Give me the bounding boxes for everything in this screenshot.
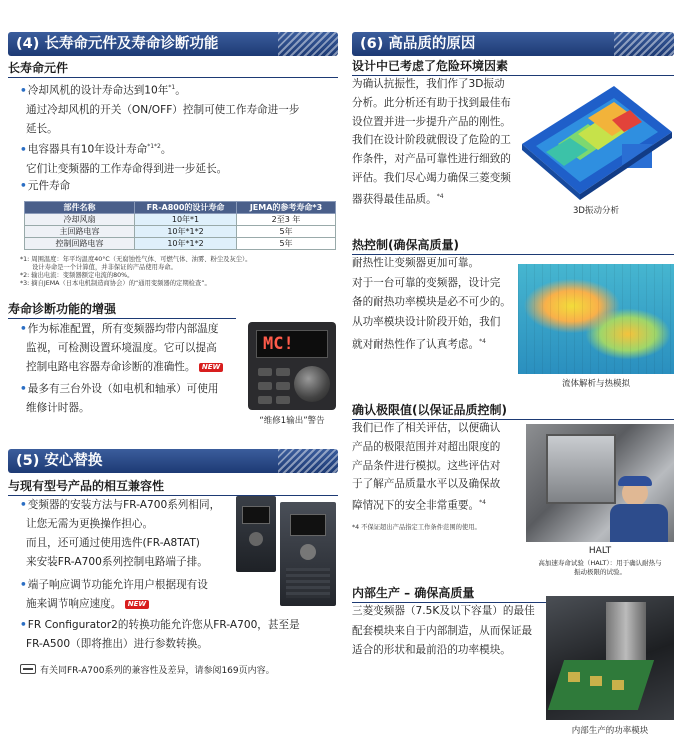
table-header: JEMA的参考寿命*3 xyxy=(237,202,336,214)
bullet-dot: • xyxy=(20,84,27,97)
footnotes xyxy=(20,256,338,288)
table-cell: 主回路电容 xyxy=(25,226,135,238)
text-line: 我们已作了相关评估，以便确认 xyxy=(352,422,501,434)
bullet-configurator xyxy=(20,616,338,654)
table-header-row xyxy=(25,202,336,214)
text-line: 器获得最佳品质。 xyxy=(352,193,437,206)
power-module-image xyxy=(546,596,674,720)
bullet-fan-life xyxy=(20,78,338,139)
module-chip-icon xyxy=(612,680,624,690)
limit-paragraph xyxy=(352,419,522,516)
text-line: 配套模块来自于内部制造，从而保证最 xyxy=(352,624,533,637)
bullet-dot: • xyxy=(20,143,27,156)
text-line: 最多有三台外设（如电机和轴承）可使用 xyxy=(27,383,219,395)
text-line: 设位置并进一步提升产品的刚性。 xyxy=(352,115,511,128)
text-line: FR-A500（即将推出）进行参数转换。 xyxy=(26,638,208,650)
text-line: 就对耐热性作了认真考虑。 xyxy=(352,338,480,351)
heat-paragraph xyxy=(352,254,522,355)
vibration-3d-graphic xyxy=(518,74,674,202)
text-line: FR Configurator2的转换功能允许您从FR-A700，甚至是 xyxy=(27,619,300,631)
text-line: 它们让变频器的工作寿命得到进一步延长。 xyxy=(26,162,228,175)
text-line: 。 xyxy=(175,84,186,97)
pointing-hand-icon xyxy=(20,664,36,674)
operation-panel-image xyxy=(248,322,336,410)
text-line: 而且，还可通过使用选件(FR-A8TAT) xyxy=(26,537,200,549)
vibration-caption: 3D振动分析 xyxy=(573,206,619,216)
module-chip-icon xyxy=(568,672,580,682)
text-line: 监视，可检测设置环境温度。它可以提高 xyxy=(26,342,217,354)
thermal-simulation-image xyxy=(518,264,674,374)
diagnosis-subheading: 寿命诊断功能的增强 xyxy=(8,300,236,319)
footnote: 设计寿命是一个计算值，并非保证的产品使用寿命。 xyxy=(32,264,177,271)
new-badge: NEW xyxy=(125,600,149,609)
section5-banner xyxy=(8,449,338,473)
reference-note xyxy=(20,662,338,681)
footnote: *3: 摘自JEMA（日本电机制造商协会）的“通用变频器的定期检查”。 xyxy=(20,280,211,287)
bullet-mounting xyxy=(20,496,235,572)
machine-arm-icon xyxy=(606,602,646,660)
heat-grid xyxy=(518,264,674,374)
component-life-table xyxy=(24,201,336,250)
footnote-ref: *4 xyxy=(436,192,444,200)
footnote-ref: *1*2 xyxy=(147,143,161,150)
text-line: 分析。此分析还有助于找到最佳布 xyxy=(352,96,511,109)
banner-hatch xyxy=(278,449,338,473)
text-line: 产品条件进行模拟。这些评估对 xyxy=(352,459,501,472)
text-line: 障情况下的安全非常重要。 xyxy=(352,499,480,512)
banner-hatch xyxy=(278,32,338,56)
text-line: 冷却风机的设计寿命达到10年 xyxy=(27,84,169,97)
section6-banner xyxy=(352,32,674,56)
panel-caption: “维修1输出”警告 xyxy=(259,416,325,426)
panel-button-icon xyxy=(276,382,290,390)
reference-text: 有关同FR-A700系列的兼容性及差异，请参阅169页内容。 xyxy=(40,666,275,676)
text-line: 来安装FR-A700系列控制电路端子排。 xyxy=(26,556,208,568)
section4-title: (4) 长寿命元件及寿命诊断功能 xyxy=(16,36,219,52)
bullet-maintenance-timer xyxy=(20,380,240,418)
text-line: 让您无需为更换操作担心。 xyxy=(26,518,154,530)
table-cell: 冷却风扇 xyxy=(25,214,135,226)
table-header: 部件名称 xyxy=(25,202,135,214)
compatibility-subheading: 与现有型号产品的相互兼容性 xyxy=(8,477,338,496)
bullet-dot: • xyxy=(20,323,27,335)
panel-button-icon xyxy=(258,396,272,404)
test-chamber-icon xyxy=(546,434,616,504)
table-cell: 控制回路电容 xyxy=(25,238,135,250)
design-subheading: 设计中已考虑了危险环境因素 xyxy=(352,57,674,76)
table-row xyxy=(25,226,336,238)
footnote: *2: 输出电流：变频器额定电流的80%。 xyxy=(20,272,134,279)
long-life-subheading: 长寿命元件 xyxy=(8,59,338,78)
table-cell: 5年 xyxy=(237,226,336,238)
bullet-dot: • xyxy=(20,383,27,395)
inverter-vent-icon xyxy=(286,568,330,598)
module-chip-icon xyxy=(590,676,602,686)
text-line: 端子响应调节功能允许用户根据现有设 xyxy=(27,579,208,591)
text-line: 我们在设计阶段就假设了危险的工 xyxy=(352,134,511,147)
text-line: 电容器具有10年设计寿命 xyxy=(27,143,148,156)
banner-hatch xyxy=(614,32,674,56)
text-line: 从功率模块设计阶段开始，我们 xyxy=(352,315,501,328)
text-line: 元件寿命 xyxy=(27,180,71,192)
table-cell: 10年*1 xyxy=(135,214,237,226)
bullet-component-life xyxy=(20,177,70,196)
inverter-a700-image xyxy=(236,496,276,572)
footnote-4: *4 不保证超出产品指定工作条件范围的使用。 xyxy=(352,524,481,531)
inverter-a800-image xyxy=(280,502,336,606)
footnote-ref: *4 xyxy=(479,499,486,507)
text-line: 对于一台可靠的变频器，设计完 xyxy=(352,276,501,289)
table-cell: 10年*1*2 xyxy=(135,226,237,238)
text-line: 施来调节响应速度。 xyxy=(26,598,122,610)
heat-subheading: 热控制(确保高质量) xyxy=(352,236,674,255)
worker-cap-icon xyxy=(618,476,652,486)
text-line: 作条件，对产品可靠性进行细致的 xyxy=(352,153,511,166)
vibration-analysis-image xyxy=(518,74,674,202)
text-line: 三菱变频器（7.5K及以下容量）的最佳 xyxy=(352,605,535,617)
bullet-response xyxy=(20,576,235,614)
table-cell: 2至3 年 xyxy=(237,214,336,226)
table-cell: 5年 xyxy=(237,238,336,250)
thermal-caption: 流体解析与热模拟 xyxy=(561,379,630,389)
halt-caption: HALT xyxy=(588,546,612,556)
vibration-paragraph xyxy=(352,75,517,209)
module-caption: 内部生产的功率模块 xyxy=(571,726,649,736)
halt-test-image xyxy=(526,424,674,542)
dial-knob-icon xyxy=(294,366,330,402)
limit-subheading: 确认极限值(以保证品质控制) xyxy=(352,401,674,420)
text-line: 变频器的安装方法与FR-A700系列相同， xyxy=(27,499,221,511)
section5-title: (5) 安心替换 xyxy=(16,453,103,469)
footnote-ref: *1 xyxy=(168,84,176,91)
text-line: 控制电路电容器寿命诊断的准确性。 xyxy=(26,361,196,373)
text-line: 。 xyxy=(160,143,172,156)
inverter-knob-icon xyxy=(249,532,263,546)
bullet-dot: • xyxy=(20,180,27,192)
text-line: 适合的形状和最前沿的功率模块。 xyxy=(352,644,511,656)
text-line: 延长。 xyxy=(26,122,58,135)
panel-display: MC! xyxy=(256,330,328,358)
bullet-temp-monitor xyxy=(20,320,240,377)
worker-body-icon xyxy=(610,504,668,542)
table-row xyxy=(25,214,336,226)
inverter-knob-icon xyxy=(300,544,316,560)
section4-banner xyxy=(8,32,338,56)
panel-button-icon xyxy=(276,396,290,404)
halt-caption-detail2: 振动极限的试验。 xyxy=(574,568,626,576)
halt-caption-detail: 高加速寿命试验（HALT）：用于确认耐热与 xyxy=(538,559,662,567)
table-cell: 10年*1*2 xyxy=(135,238,237,250)
table-header: FR-A800的设计寿命 xyxy=(135,202,237,214)
bullet-capacitor-life xyxy=(20,137,338,179)
text-line: 备的耐热功率模块是必不可少的。 xyxy=(352,296,511,308)
table-row xyxy=(25,238,336,250)
inhouse-subheading: 内部生产 – 确保高质量 xyxy=(352,584,674,603)
panel-button-icon xyxy=(258,382,272,390)
bullet-dot: • xyxy=(20,579,27,591)
new-badge: NEW xyxy=(199,363,223,372)
text-line: 作为标准配置，所有变频器均带内部温度 xyxy=(27,323,219,335)
footnote-ref: *4 xyxy=(479,338,486,345)
text-line: 维修计时器。 xyxy=(26,402,90,414)
section6-title: (6) 高品质的原因 xyxy=(360,36,476,52)
inverter-display-icon xyxy=(290,514,326,536)
panel-button-icon xyxy=(276,368,290,376)
panel-button-icon xyxy=(258,368,272,376)
text-line: 耐热性让变频器更加可靠。 xyxy=(352,257,480,269)
bullet-dot: • xyxy=(20,499,27,511)
text-line: 为确认抗振性，我们作了3D振动 xyxy=(352,78,505,90)
bullet-dot: • xyxy=(20,619,27,631)
text-line: 评估。我们尽心竭力确保三菱变频 xyxy=(352,171,511,184)
text-line: 通过冷却风机的开关（ON/OFF）控制可使工作寿命进一步 xyxy=(26,103,300,116)
inhouse-paragraph xyxy=(352,602,542,661)
text-line: 于了解产品质量水平以及确保故 xyxy=(352,478,501,491)
text-line: 产品的极限范围并对超出限度的 xyxy=(352,440,501,453)
footnote: *1: 周围温度：年平均温度40°C（无腐蚀性气体、可燃气体、油雾、粉尘及灰尘）。 xyxy=(20,256,252,263)
inverter-display-icon xyxy=(242,506,270,524)
